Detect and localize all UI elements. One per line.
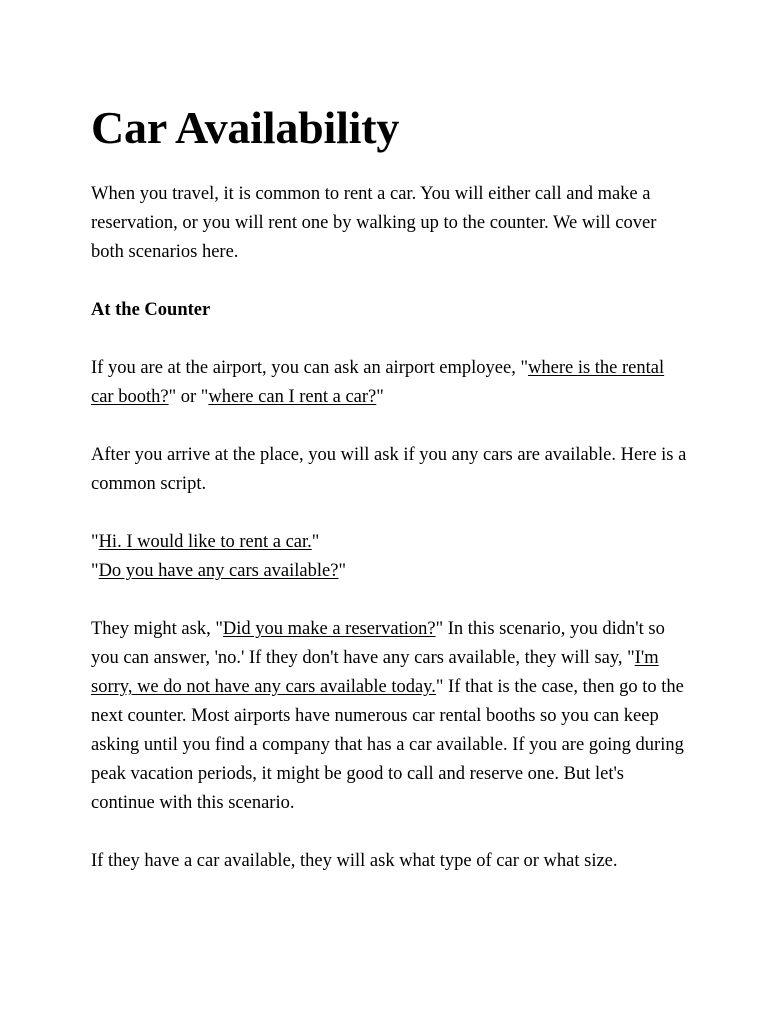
page-title: Car Availability bbox=[91, 102, 400, 153]
script-line2-quote: Do you have any cars available? bbox=[98, 561, 339, 581]
section-heading: At the Counter bbox=[91, 300, 211, 320]
airport-text-3: " bbox=[376, 387, 384, 407]
last-paragraph: If they have a car available, they will ask what type of car or what size. bbox=[91, 851, 618, 871]
airport-text-1: If you are at the airport, you can ask an airport employee, " bbox=[91, 358, 528, 378]
script-line1-quote: Hi. I would like to rent a car. bbox=[98, 532, 312, 552]
airport-text-2: " or " bbox=[168, 387, 209, 407]
ask-paragraph bbox=[91, 615, 691, 818]
intro-paragraph: When you travel, it is common to rent a car. You will either call and make a reservation, or you will rent one by walking up to the counter. We will cover both scenarios here. bbox=[91, 184, 657, 262]
arrive-paragraph: After you arrive at the place, you will ask if you any cars are available. Here is a common script. bbox=[91, 445, 687, 494]
ask-quote-sorry: I'm sorry, we do not have any cars available today. bbox=[91, 648, 659, 697]
script-line1-close: " bbox=[311, 532, 320, 552]
script-line1-open: " bbox=[91, 532, 99, 552]
ask-quote-reservation: Did you make a reservation? bbox=[222, 619, 436, 639]
script-line2-open: " bbox=[91, 561, 99, 581]
airport-quote-booth: where is the rental car booth? bbox=[91, 358, 665, 407]
script-block bbox=[91, 528, 691, 586]
airport-quote-rent: where can I rent a car? bbox=[208, 387, 377, 407]
ask-text-2: " In this scenario, you didn't so you can answer, 'no.' If they don't have any cars available, they will say, " bbox=[91, 619, 665, 668]
script-line2-close: " bbox=[338, 561, 347, 581]
document-page bbox=[91, 100, 691, 905]
ask-text-1: They might ask, " bbox=[91, 619, 223, 639]
airport-paragraph bbox=[91, 354, 691, 412]
ask-text-3: " If that is the case, then go to the next counter. Most airports have numerous car rental booths so you can keep asking until you find a company that has a car available. If you are going during peak vacation periods, it might be good to call and reserve one. But let's continue with this scenario. bbox=[91, 677, 684, 813]
